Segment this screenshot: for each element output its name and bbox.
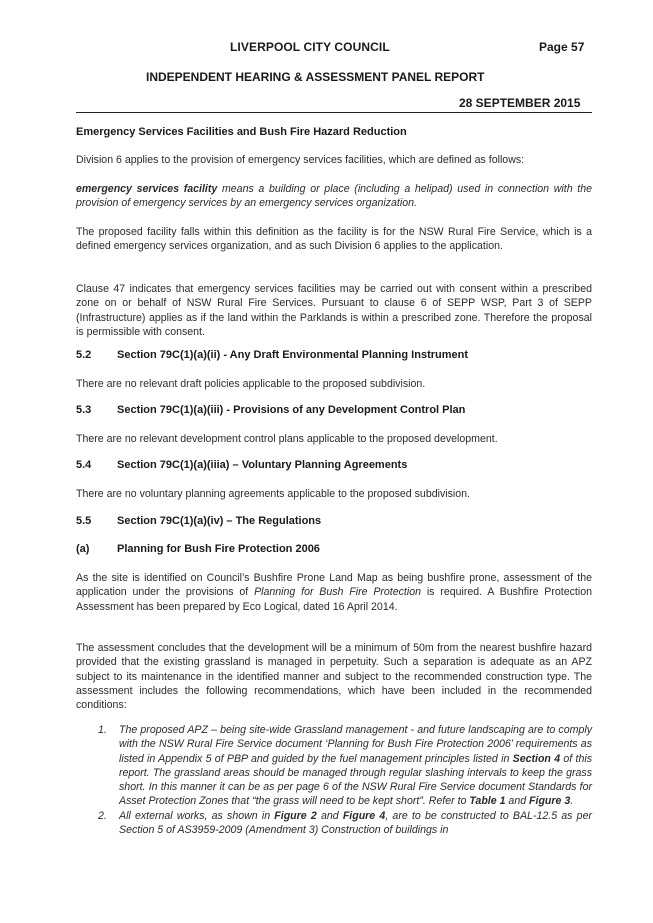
paragraph-5-4 xyxy=(76,487,592,501)
header-divider xyxy=(76,112,592,113)
paragraph-text: There are no relevant draft policies applicable to the proposed subdivision. xyxy=(76,378,426,390)
definition-paragraph xyxy=(76,182,592,211)
list-item: 2. All external works, as shown in Figure 2 and Figure 4, are to be constructed to BAL-12.5 as per Section 5 of AS3959-2009 (Amendment 3) Construction of buildings in xyxy=(98,809,592,837)
definition-term: emergency services facility xyxy=(76,183,218,195)
section-number: (a) xyxy=(76,543,90,555)
section-number: 5.4 xyxy=(76,459,92,471)
paragraph-text: As the site is identified on Council’s Bushfire Prone Land Map as being bushfire prone, assessment of the application under the provisions of xyxy=(76,572,592,599)
recommendations-list xyxy=(98,723,592,837)
section-number: 5.3 xyxy=(76,404,92,416)
paragraph-text: There are no voluntary planning agreements applicable to the proposed subdivision. xyxy=(76,488,470,500)
definition-text: means a building or place (including a helipad) used in connection with the provision of emergency services by an emergency services organization. xyxy=(76,183,592,210)
paragraph-division-6 xyxy=(76,153,592,167)
section-title: Section 79C(1)(a)(iv) – The Regulations xyxy=(117,515,322,527)
heading-5-5 xyxy=(76,515,321,527)
paragraph-facility xyxy=(76,225,592,254)
paragraph-text: The assessment concludes that the development will be a minimum of 50m from the nearest bushfire hazard provided that the existing grassland is managed in perpetuity. Such a separation is adequate as an APZ subject to its maintenance in the identified manner and subject to the recommended construction type. The assessment includes the following recommendations, which have been included in the recommended conditions: xyxy=(76,642,592,712)
paragraph-text: There are no relevant development control plans applicable to the proposed development. xyxy=(76,433,498,445)
heading-a xyxy=(76,543,320,555)
document-reference: Planning for Bush Fire Protection xyxy=(254,586,422,599)
section-title: Section 79C(1)(a)(ii) - Any Draft Environmental Planning Instrument xyxy=(117,349,469,361)
heading-5-4 xyxy=(76,459,407,471)
section-title: Section 79C(1)(a)(iii) - Provisions of any Development Control Plan xyxy=(117,404,466,416)
list-item: 1. The proposed APZ – being site-wide Grassland management - and future landscaping are to comply with the NSW Rural Fire Service document ‘Planning for Bush Fire Protection 2006’ requirements as listed in Appendix 5 of PBP and guided by the fuel management principles listed in Section 4 of this report. The grassland areas should be managed through regular slashing intervals to keep the grass short. In this manner it can be as per page 6 of the NSW Rural Fire Service document Standards for Asset Protection Zones that “the grass will need to be kept short”. Refer to Table 1 and Figure 3. xyxy=(98,724,592,808)
section-number: 5.2 xyxy=(76,349,92,361)
paragraph-text: Clause 47 indicates that emergency services facilities may be carried out with consent within a prescribed zone on or behalf of NSW Rural Fire Services. Pursuant to clause 6 of SEPP WSP, Part 3 of SEPP (Infrastructure) applies as if the land within the Parklands is within a prescribed zone. Therefore the proposal is permissible with consent. xyxy=(76,283,592,338)
list-marker: 1. xyxy=(98,724,107,736)
paragraph-5-2 xyxy=(76,377,592,391)
section-title: Section 79C(1)(a)(iiia) – Voluntary Planning Agreements xyxy=(117,459,408,471)
paragraph-text: is required. A Bushfire Protection Assessment has been prepared by Eco Logical, dated 16 April 2014. xyxy=(76,586,592,613)
paragraph-assessment xyxy=(76,641,592,712)
report-date: 28 SEPTEMBER 2015 xyxy=(459,96,581,110)
paragraph-text: Division 6 applies to the provision of emergency services facilities, which are defined as follows: xyxy=(76,154,525,166)
list-marker: 2. xyxy=(98,809,107,822)
paragraph-text: The proposed facility falls within this definition as the facility is for the NSW Rural Fire Service, which is a defined emergency services organization, and as such Division 6 applies to the application. xyxy=(76,226,592,253)
section-number: 5.5 xyxy=(76,515,92,527)
section-heading: Emergency Services Facilities and Bush Fire Hazard Reduction xyxy=(76,126,407,138)
heading-5-2 xyxy=(76,349,468,361)
heading-5-3 xyxy=(76,404,465,416)
paragraph-bushfire-prone xyxy=(76,571,592,614)
page-number: Page 57 xyxy=(539,40,585,54)
council-name: LIVERPOOL CITY COUNCIL xyxy=(230,40,390,54)
paragraph-clause-47 xyxy=(76,282,592,339)
section-title: Planning for Bush Fire Protection 2006 xyxy=(117,543,320,555)
paragraph-5-3 xyxy=(76,432,592,446)
report-title: INDEPENDENT HEARING & ASSESSMENT PANEL REPORT xyxy=(146,70,485,84)
